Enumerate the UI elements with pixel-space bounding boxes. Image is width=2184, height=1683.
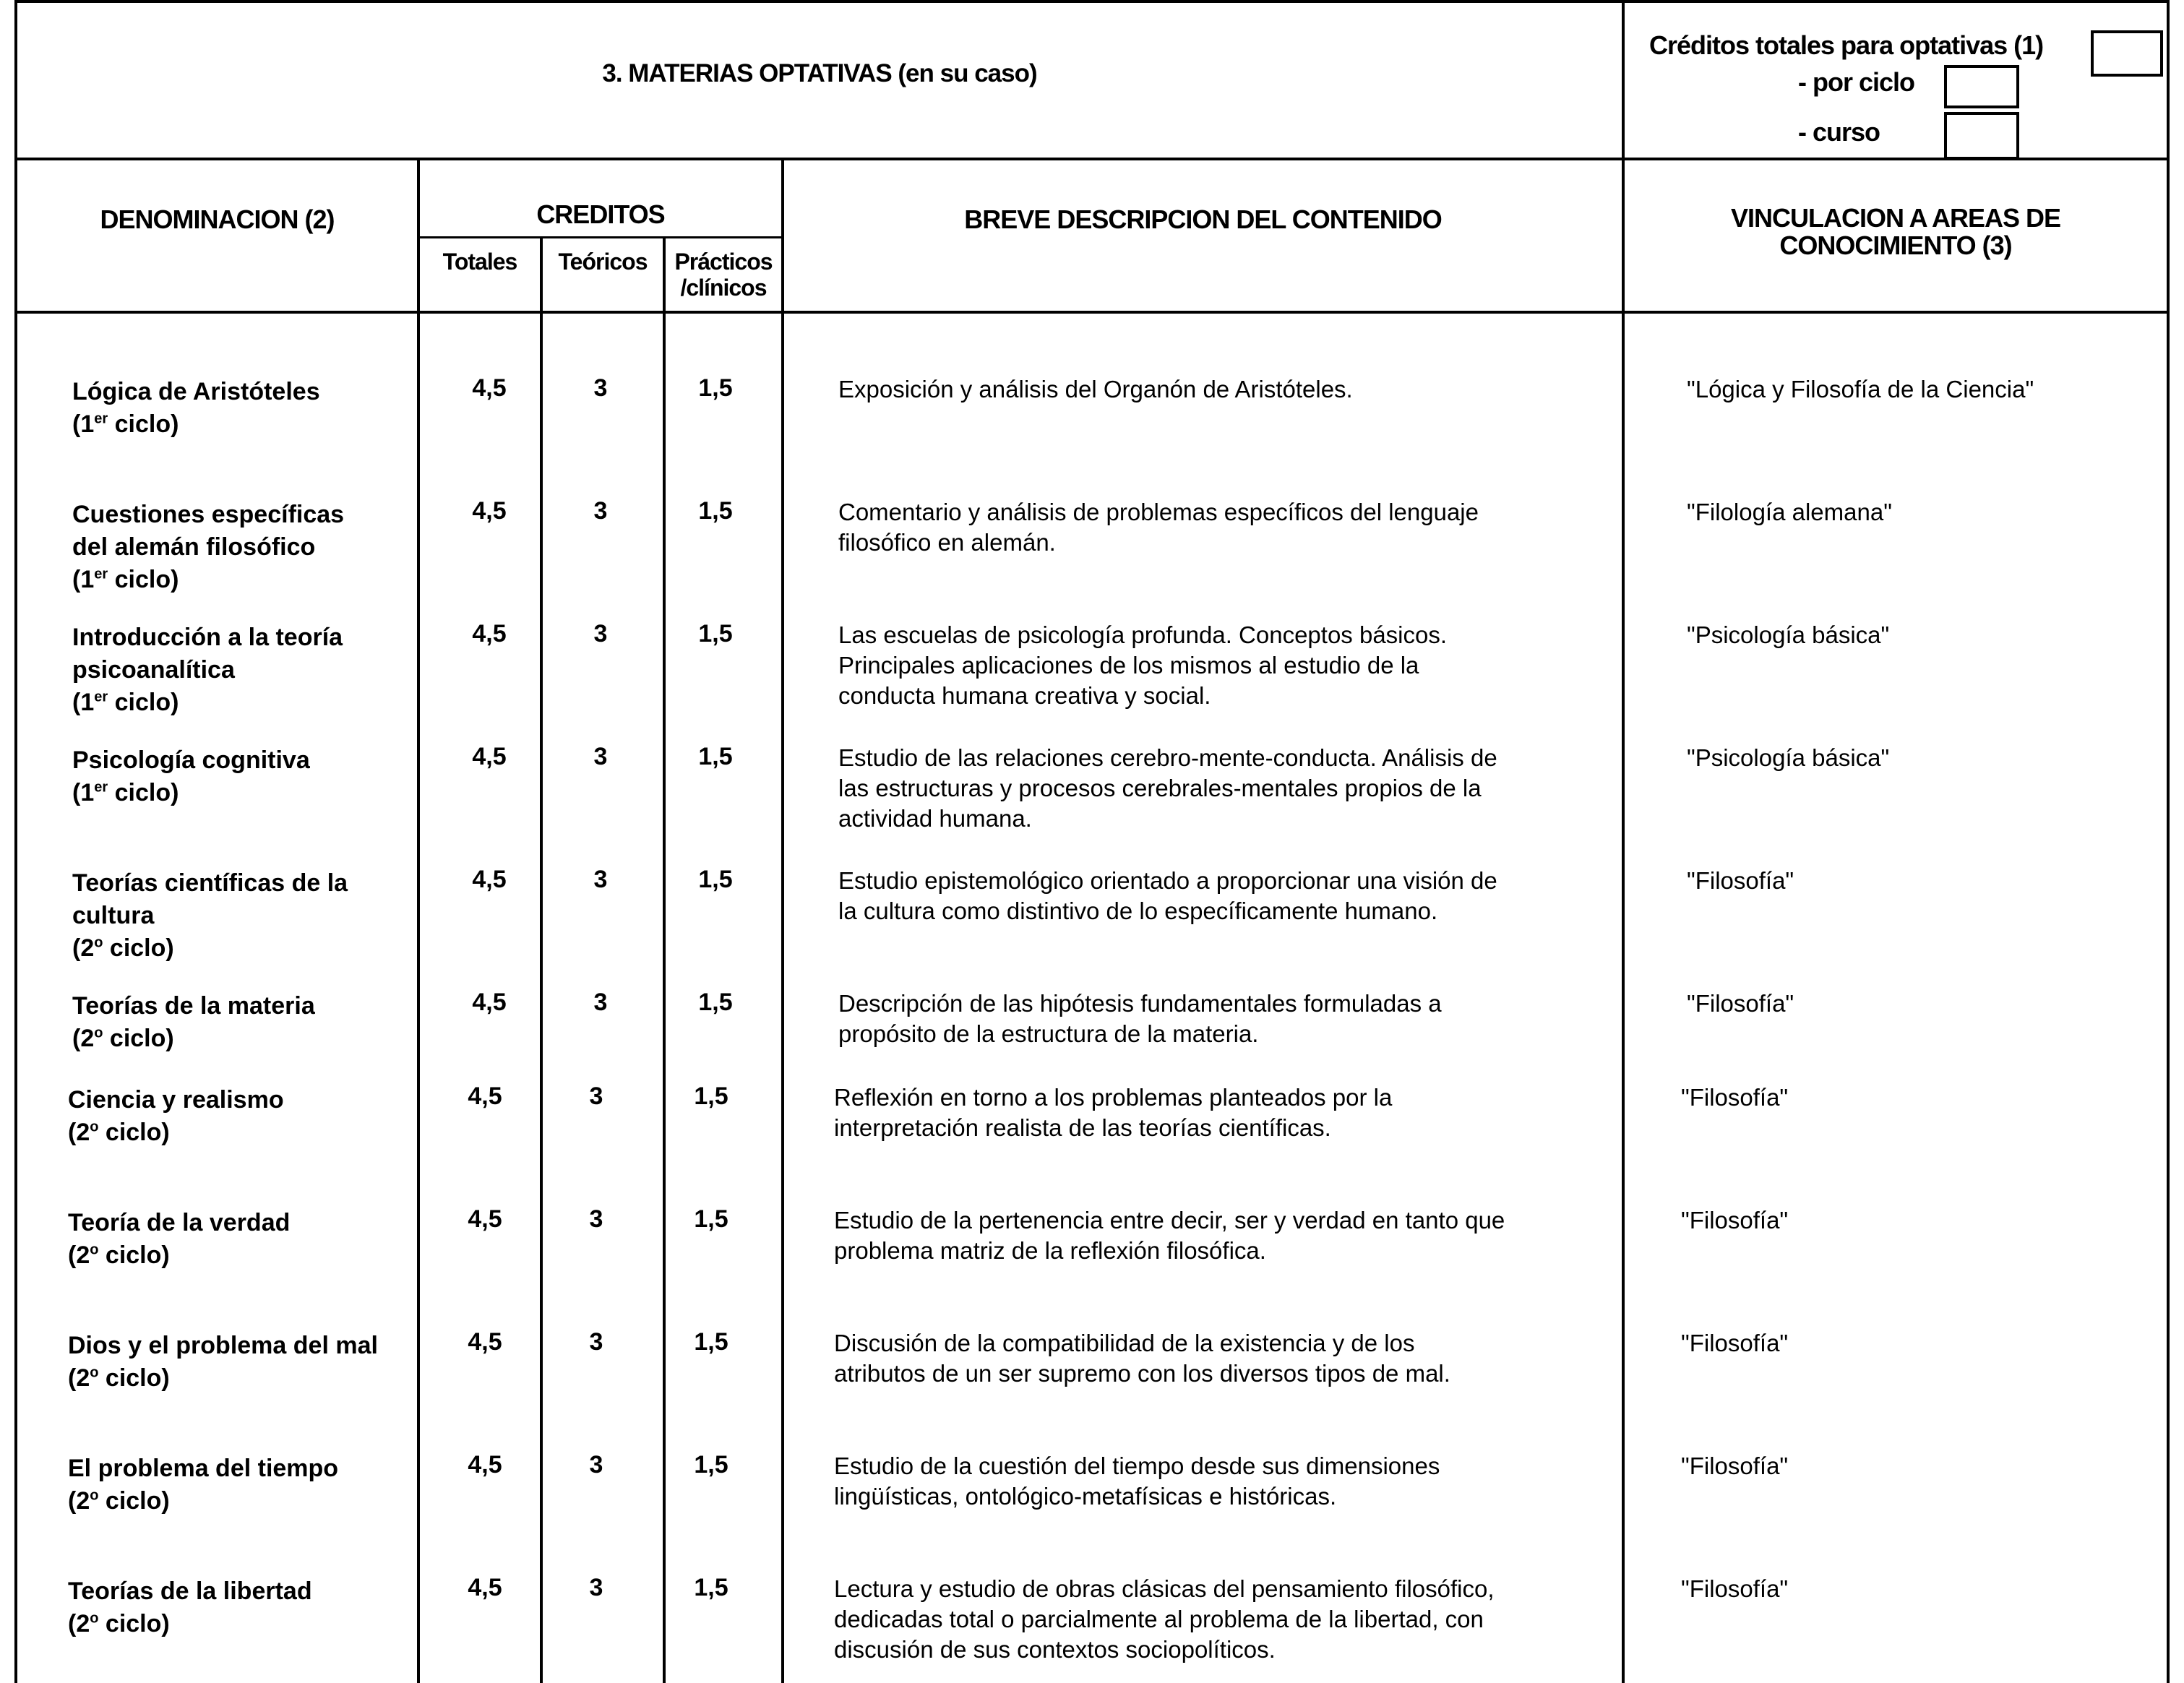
row-cycle-text: ciclo) [98,1487,170,1515]
row-cycle-open: ( [72,1025,81,1052]
row-desc-line: las estructuras y procesos cerebrales-mentales propios de la [838,775,1482,801]
row-teoricos: 3 [593,497,608,525]
row-cycle-ordinal: o [90,1487,99,1504]
row-totales: 4,5 [472,866,507,893]
row-cycle-number: 2 [76,1610,90,1637]
row-descripcion [834,1205,1600,1266]
row-cycle [72,1023,315,1055]
row-area: "Lógica y Filosofía de la Ciencia" [1687,376,2034,403]
row-name-line: Cuestiones específicas [72,501,345,528]
row-descripcion [838,497,1604,558]
row-name-line: El problema del tiempo [68,1455,339,1482]
credits-total-box[interactable] [2091,30,2163,77]
row-cycle-open: ( [72,689,81,716]
row-descripcion [834,1082,1600,1143]
row-teoricos: 3 [593,620,608,647]
col-header-vinculacion-line1: VINCULACION A AREAS DE [1730,203,2061,233]
row-teoricos: 3 [589,1082,603,1110]
row-cycle-open: ( [72,779,81,806]
row-cycle-text: ciclo) [98,1119,170,1146]
row-descripcion [834,1451,1600,1512]
course-label: - curso [1798,117,1880,147]
row-desc-line: Exposición y análisis del Organón de Aristóteles. [838,376,1353,403]
row-denominacion [68,1575,312,1640]
row-teoricos: 3 [589,1574,603,1601]
row-area: "Filosofía" [1687,990,1794,1017]
row-cycle [68,1362,378,1395]
row-practicos: 1,5 [694,1205,728,1233]
row-cycle-text: ciclo) [98,1241,170,1269]
border-top [14,0,2170,3]
row-desc-line: Estudio de la cuestión del tiempo desde sus dimensiones [834,1452,1440,1479]
row-totales: 4,5 [468,1082,502,1110]
col-header-teoricos: Teóricos [558,249,648,275]
row-practicos: 1,5 [694,1451,728,1478]
credits-subheader-divider [417,236,783,238]
row-area: "Psicología básica" [1687,744,1890,771]
row-cycle-open: ( [68,1364,77,1392]
row-desc-line: propósito de la estructura de la materia. [838,1020,1259,1047]
row-cycle-ordinal: o [94,934,103,951]
per-cycle-label: - por ciclo [1798,67,1915,97]
row-practicos: 1,5 [698,989,733,1016]
col-header-vinculacion [1625,205,2167,259]
row-cycle-text: ciclo) [98,1610,170,1637]
row-cycle [68,1608,312,1640]
row-cycle-number: 2 [76,1487,90,1515]
row-descripcion [834,1574,1600,1665]
row-teoricos: 3 [589,1451,603,1478]
row-area: "Filosofía" [1687,867,1794,894]
row-cycle-text: ciclo) [108,566,179,593]
col-sep-practicos [781,158,784,1683]
row-practicos: 1,5 [698,497,733,525]
row-cycle-open: ( [68,1610,77,1637]
row-denominacion [72,744,310,809]
row-teoricos: 3 [593,989,608,1016]
row-denominacion [68,1452,338,1518]
row-practicos: 1,5 [698,374,733,402]
per-cycle-box[interactable] [1944,65,2019,108]
row-cycle-open: ( [72,566,81,593]
row-area: "Psicología básica" [1687,621,1890,648]
row-cycle-text: ciclo) [108,689,179,716]
row-cycle-ordinal: o [94,1025,103,1041]
row-teoricos: 3 [593,374,608,402]
row-descripcion [838,620,1604,711]
row-descripcion [838,743,1604,834]
row-descripcion [838,866,1604,926]
row-cycle-ordinal: o [90,1364,99,1381]
row-desc-line: dedicadas total o parcialmente al problema de la libertad, con [834,1606,1484,1632]
row-totales: 4,5 [472,989,507,1016]
row-denominacion [72,621,343,719]
row-desc-line: atributos de un ser supremo con los diversos tipos de mal. [834,1360,1450,1387]
row-desc-line: conducta humana creativa y social. [838,682,1211,709]
border-right [2167,0,2170,1683]
header-divider [14,158,2170,160]
row-cycle [72,932,348,965]
row-cycle-open: ( [68,1119,77,1146]
row-desc-line: interpretación realista de las teorías científicas. [834,1114,1331,1141]
row-name-line: Teorías científicas de la [72,869,348,897]
row-cycle-number: 1 [80,566,95,593]
row-cycle-open: ( [72,934,81,962]
row-cycle-ordinal: er [94,566,108,582]
row-cycle-ordinal: er [94,689,108,705]
row-cycle-number: 1 [80,689,95,716]
row-cycle-number: 1 [80,779,95,806]
row-name-line: psicoanalítica [72,656,235,684]
row-name-line: Dios y el problema del mal [68,1332,378,1359]
row-area: "Filología alemana" [1687,499,1892,525]
row-desc-line: Las escuelas de psicología profunda. Conceptos básicos. [838,621,1448,648]
row-area: "Filosofía" [1681,1452,1789,1479]
section-title: 3. MATERIAS OPTATIVAS (en su caso) [602,59,1037,87]
col-header-totales: Totales [442,249,517,275]
row-desc-line: lingüísticas, ontológico-metafísicas e históricas. [834,1483,1337,1510]
row-desc-line: Descripción de las hipótesis fundamentales formuladas a [838,990,1442,1017]
row-teoricos: 3 [593,866,608,893]
course-box[interactable] [1944,112,2019,160]
col-header-practicos-line1: Prácticos [674,249,773,275]
row-denominacion [72,499,344,596]
row-teoricos: 3 [589,1328,603,1356]
row-cycle [68,1116,284,1149]
row-area: "Filosofía" [1681,1084,1789,1111]
row-name-line: Teorías de la libertad [68,1577,312,1605]
row-descripcion [838,374,1604,405]
column-header-divider [14,311,2170,314]
col-header-vinculacion-line2: CONOCIMIENTO (3) [1779,231,2012,260]
row-denominacion [72,376,320,441]
row-cycle-number: 1 [80,410,95,438]
row-desc-line: Estudio de la pertenencia entre decir, ser y verdad en tanto que [834,1207,1505,1234]
row-name-line: Ciencia y realismo [68,1086,284,1114]
row-totales: 4,5 [472,743,507,770]
col-header-descripcion: BREVE DESCRIPCION DEL CONTENIDO [964,205,1442,234]
row-cycle-ordinal: o [90,1241,99,1258]
row-cycle [68,1485,338,1518]
col-sep-denominacion [417,158,420,1683]
row-area: "Filosofía" [1681,1207,1789,1234]
row-cycle-open: ( [68,1241,77,1269]
row-denominacion [72,867,348,965]
row-cycle-number: 2 [80,1025,95,1052]
row-cycle-text: ciclo) [98,1364,170,1392]
row-totales: 4,5 [468,1451,502,1478]
col-header-practicos [666,249,781,301]
row-cycle-text: ciclo) [103,934,174,962]
row-desc-line: la cultura como distintivo de lo específicamente humano. [838,898,1438,924]
row-cycle-ordinal: o [90,1610,99,1627]
row-area: "Filosofía" [1681,1330,1789,1356]
row-cycle [72,686,343,719]
row-cycle-text: ciclo) [108,410,179,438]
row-cycle-number: 2 [80,934,95,962]
row-desc-line: Comentario y análisis de problemas específicos del lenguaje [838,499,1479,525]
row-desc-line: discusión de sus contextos sociopolíticos. [834,1636,1276,1663]
row-totales: 4,5 [472,497,507,525]
row-name-line: cultura [72,902,155,929]
row-desc-line: Reflexión en torno a los problemas planteados por la [834,1084,1393,1111]
row-name-line: Lógica de Aristóteles [72,378,320,405]
row-desc-line: problema matriz de la reflexión filosófica. [834,1237,1266,1264]
row-practicos: 1,5 [694,1574,728,1601]
row-totales: 4,5 [468,1574,502,1601]
row-cycle-ordinal: er [94,779,108,796]
col-header-denominacion: DENOMINACION (2) [100,205,335,234]
row-cycle-text: ciclo) [108,779,179,806]
row-cycle-number: 2 [76,1364,90,1392]
row-practicos: 1,5 [694,1328,728,1356]
row-cycle-ordinal: er [94,410,108,427]
row-descripcion [834,1328,1600,1389]
row-cycle-open: ( [72,410,81,438]
row-name-line: Introducción a la teoría [72,624,343,651]
row-desc-line: filosófico en alemán. [838,529,1056,556]
row-teoricos: 3 [593,743,608,770]
row-desc-line: Estudio de las relaciones cerebro-mente-conducta. Análisis de [838,744,1497,771]
row-name-line: Teorías de la materia [72,992,315,1020]
row-cycle [72,564,344,596]
row-cycle-open: ( [68,1487,77,1515]
row-practicos: 1,5 [698,620,733,647]
row-cycle-number: 2 [76,1241,90,1269]
row-denominacion [68,1330,378,1395]
row-denominacion [72,990,315,1055]
row-totales: 4,5 [472,374,507,402]
row-name-line: Teoría de la verdad [68,1209,291,1236]
row-name-line: Psicología cognitiva [72,746,310,774]
row-cycle [72,408,320,441]
row-desc-line: actividad humana. [838,805,1032,832]
row-totales: 4,5 [468,1205,502,1233]
row-practicos: 1,5 [698,743,733,770]
row-totales: 4,5 [472,620,507,647]
row-name-line: del alemán filosófico [72,533,316,561]
row-cycle-ordinal: o [90,1119,99,1135]
row-denominacion [68,1207,290,1272]
row-desc-line: Discusión de la compatibilidad de la existencia y de los [834,1330,1415,1356]
credits-total-label: Créditos totales para optativas (1) [1649,30,2044,60]
col-header-creditos: CREDITOS [536,199,665,229]
row-desc-line: Lectura y estudio de obras clásicas del pensamiento filosófico, [834,1575,1495,1602]
row-cycle [72,777,310,809]
row-descripcion [838,989,1604,1049]
row-cycle-text: ciclo) [103,1025,174,1052]
row-desc-line: Principales aplicaciones de los mismos al estudio de la [838,652,1419,679]
row-cycle-number: 2 [76,1119,90,1146]
row-denominacion [68,1084,284,1149]
row-area: "Filosofía" [1681,1575,1789,1602]
border-left [14,0,17,1683]
row-practicos: 1,5 [694,1082,728,1110]
row-practicos: 1,5 [698,866,733,893]
row-desc-line: Estudio epistemológico orientado a proporcionar una visión de [838,867,1497,894]
row-totales: 4,5 [468,1328,502,1356]
col-header-practicos-line2: /clínicos [680,275,767,301]
row-teoricos: 3 [589,1205,603,1233]
row-cycle [68,1239,290,1272]
